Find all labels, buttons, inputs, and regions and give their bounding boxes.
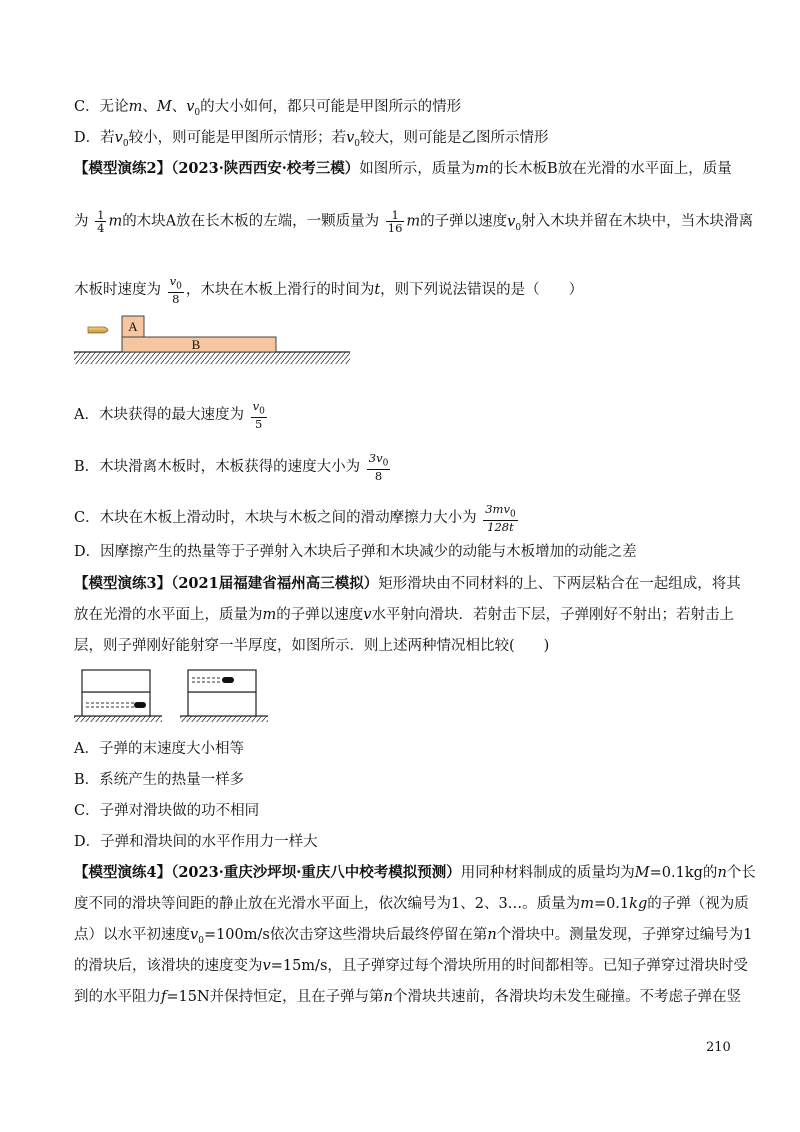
q3-option-c: C．子弹对滑块做的功不相同: [74, 803, 260, 819]
board-b-label: B: [191, 337, 201, 352]
q3-heading: 【模型演练3】（2021届福建省福州高三模拟）: [74, 575, 379, 592]
fraction-v0-over-8: $\frac{v_0}{8}$: [169, 274, 182, 307]
q2-line-3: 木板时速度为 $\frac{v_0}{8}$ ，木块在木板上滑行的时间为t，则下列说法错误的是（ ）: [74, 274, 584, 307]
q3-figure-lower-layer: [74, 664, 164, 724]
option-c-prev: C．无论m、M、$v_0$的大小如何，都只可能是甲图所示的情形: [74, 99, 462, 118]
slider-upper: [82, 670, 150, 692]
q3-option-d: D．子弹和滑块间的水平作用力一样大: [74, 834, 318, 850]
q4-line-4: 的滑块后，该滑块的速度变为v=15m/s，且子弹穿过每个滑块所用的时间都相等。已知子弹穿过滑块时受: [74, 958, 748, 974]
q3-line-3: 层，则子弹刚好能射穿一半厚度，如图所示．则上述两种情况相比较( ): [74, 638, 550, 654]
block-a-label: A: [128, 319, 138, 334]
q2-option-c: C．木块在木板上滑动时，木块与木板之间的滑动摩擦力大小为 $\frac{3mv_0}{128t}$: [74, 502, 516, 535]
bullet-icon: [134, 702, 146, 708]
q4-line-5: 到的水平阻力f=15N并保持恒定，且在子弹与第n个滑块共速前，各滑块均未发生碰撞。不考虑子弹在竖: [74, 989, 742, 1005]
q2-figure: [74, 312, 354, 366]
q3-line-2: 放在光滑的水平面上，质量为m的子弹以速度v水平射向滑块．若射击下层，子弹刚好不射出；若射击上: [74, 607, 734, 623]
q4-line-3: 点）以水平初速度$v_0=100m/s$依次击穿这些滑块后最终停留在第n个滑块中。测量发现，子弹穿过编号为1: [74, 927, 753, 946]
q2-option-b: B．木块滑离木板时，木板获得的速度大小为 $\frac{3v_0}{8}$: [74, 451, 389, 484]
bullet-icon: [88, 327, 108, 333]
bullet-icon: [222, 677, 234, 683]
q3-line-1: 【模型演练3】（2021届福建省福州高三模拟）矩形滑块由不同材料的上、下两层粘合在一起组成，将其: [74, 575, 741, 592]
q3-option-b: B．系统产生的热量一样多: [74, 772, 245, 788]
ground-hatch: [74, 352, 350, 364]
q2-option-a: A．木块获得的最大速度为 $\frac{v_0}{5}$: [74, 399, 265, 432]
q2-option-d: D．因摩擦产生的热量等于子弹射入木块后子弹和木块减少的动能与木板增加的动能之差: [74, 544, 637, 560]
page-number: 210: [706, 1040, 731, 1055]
q4-line-1: 【模型演练4】（2023·重庆沙坪坝·重庆八中校考模拟预测）用同种材料制成的质量均为M=0.1kg的n个长: [74, 864, 756, 881]
q3-figure-upper-layer: [180, 664, 270, 724]
q2-line-1: 【模型演练2】（2023·陕西西安·校考三模）如图所示，质量为m的长木板B放在光滑的水平面上，质量: [74, 160, 732, 177]
q4-line-2: 度不同的滑块等间距的静止放在光滑水平面上，依次编号为1、2、3…。质量为m=0.1kg的子弹（视为质: [74, 896, 749, 912]
q4-heading: 【模型演练4】（2023·重庆沙坪坝·重庆八中校考模拟预测）: [74, 864, 461, 881]
q2-line-2: 为 $\frac{1}{4}$ m的木块A放在长木板的左端，一颗质量为 $\frac{1}{16}$ m的子弹以速度$v_0$射入木块并留在木块中，当木块滑离: [74, 208, 754, 235]
slider-upper: [188, 670, 256, 692]
option-d-prev: D．若$v_0$较小，则可能是甲图所示情形；若$v_0$较大，则可能是乙图所示情形: [74, 130, 549, 149]
fraction-one-quarter: $\frac{1}{4}$: [97, 208, 105, 235]
fraction-one-sixteenth: $\frac{1}{16}$: [387, 208, 403, 235]
q3-option-a: A．子弹的末速度大小相等: [74, 741, 244, 757]
q2-heading: 【模型演练2】（2023·陕西西安·校考三模）: [74, 160, 360, 177]
slider-lower: [188, 692, 256, 716]
